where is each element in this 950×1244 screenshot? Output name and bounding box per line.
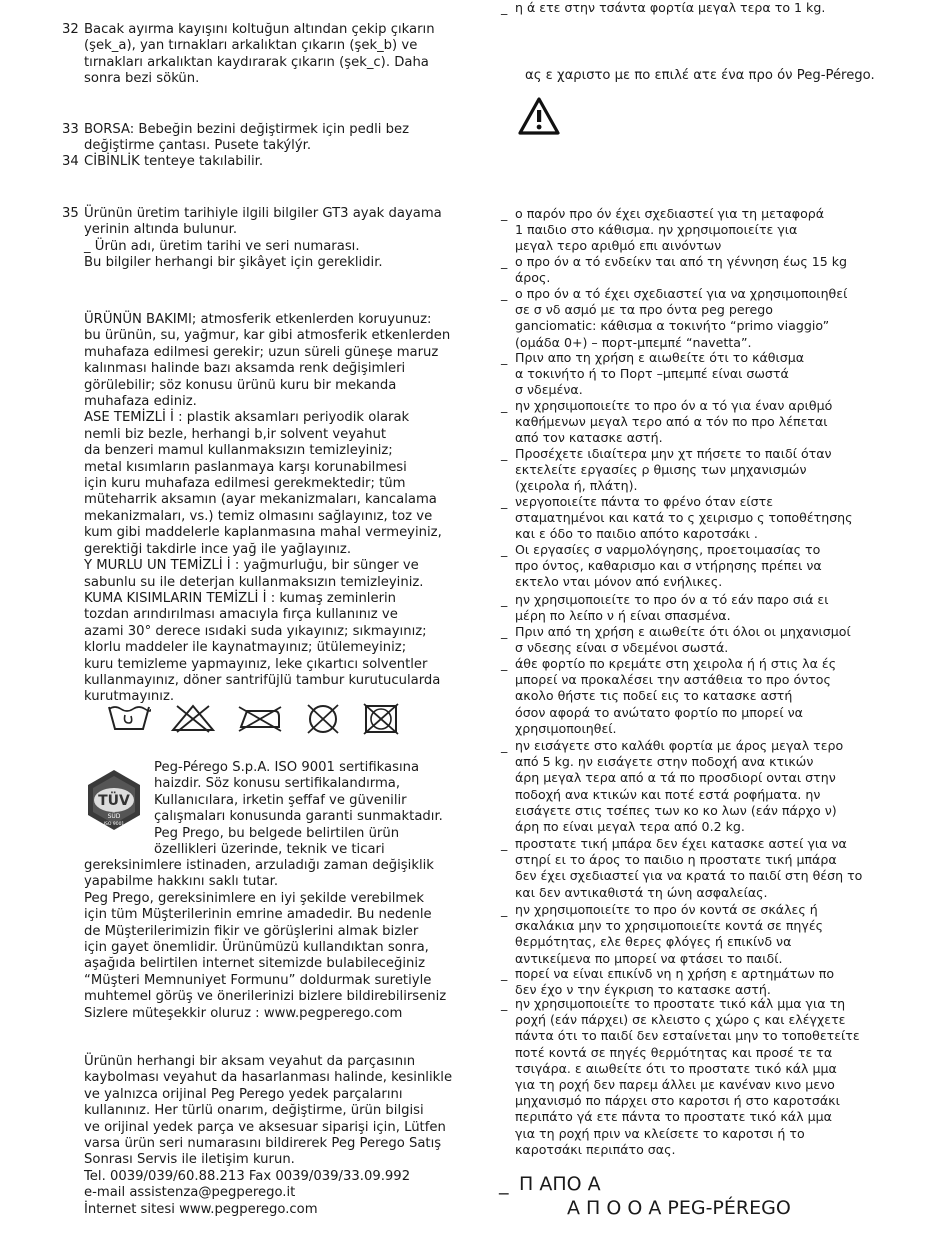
text-line: özellikleri üzerinde, teknik ve ticari [154, 842, 385, 858]
bullet-dash: _ [501, 206, 508, 221]
text-line: δεν έχει σχεδιαστεί για να κρατά το παιδί στη θέση το [515, 868, 863, 884]
item-33 [62, 122, 462, 155]
text-line: e-mail assistenza@pegperego.it [84, 1185, 296, 1201]
text-line: “Müşteri Memnuniyet Formunu” doldurmak suretiyle [84, 972, 432, 988]
text-line: προ όντος, καθαρισμο και σ ντήρησης πρέπει να [515, 558, 822, 574]
text-line: ve yalnızca orijinal Peg Perego yedek parçalarını [84, 1086, 403, 1102]
warning-item [501, 494, 895, 543]
text-line: καθήμενων μεγαλ τερο από α τόν πο προ λέπεται [515, 414, 828, 430]
text-line: muhafaza ediniz. [84, 394, 197, 410]
item-34 [62, 154, 462, 170]
text-line: müteharrik aksamın (ayar mekanizmaları, kancalama [84, 492, 437, 508]
text-line: δεν έχο ν την έγκριση το κατασκε αστή. [515, 982, 771, 998]
text-line: ην χρησιμοποιείτε το προ όν κοντά σε σκάλες ή [515, 902, 818, 917]
bullet-dash: _ [501, 996, 508, 1011]
text-line: (şek_a), yan tırnakları arkalıktan çıkarın (şek_b) ve [84, 38, 418, 54]
text-line: Προσέχετε ιδιαίτερα μην χτ πήσετε το παιδί όταν [515, 446, 832, 461]
item-text [84, 122, 462, 155]
text-line: Bacak ayırma kayışını koltuğun altından çekip çıkarın [84, 22, 435, 37]
text-line: νεργοποιείτε πάντα το φρένο όταν είστε [515, 494, 774, 509]
text-line: muhtemel görüş ve önerilerinizi bizlere bildirebilirseniz [84, 989, 447, 1005]
text-line: _ Ürün adı, üretim tarihi ve seri numarası. [84, 238, 360, 254]
bullet-dash: _ [501, 738, 508, 753]
text-line: η ά ετε στην τσάντα φορτία μεγαλ τερα το 1 kg. [515, 0, 826, 15]
text-line: Ürünün herhangi bir aksam veyahut da parçasının [84, 1054, 416, 1069]
bullet-dash: _ [501, 592, 508, 607]
text-line: πορεί να είναι επικίνδ νη η χρήση ε αρτημάτων πο [515, 966, 835, 981]
text-line: ο προ όν α τό ενδείκν ται από τη γέννηση έως 15 kg [515, 254, 848, 269]
tuv-logo-iso: ISO 9001 [103, 822, 125, 827]
text-line: α τοκινήτο ή το Πορτ –μπεμπέ είναι σωστά [515, 366, 789, 382]
warning-item [501, 902, 895, 967]
text-line: αντικείμενα πο μπορεί να φτάσει το παιδί. [515, 950, 783, 966]
text-line: μπορεί να προκαλέσει την αστάθεια το προ όντος [515, 672, 831, 688]
tuv-logo-sub: SÜD [107, 813, 121, 820]
text-line: Οι εργασίες σ ναρμολόγησης, προετοιμασίας το [515, 542, 821, 557]
text-line: Πριν από τη χρήση ε αιωθείτε ότι όλοι οι μηχανισμοί [515, 624, 851, 639]
text-line: και ε όδο το παιδιο απότο καροτσάκι . [515, 526, 758, 542]
no-bleach-icon [169, 703, 217, 733]
text-line: Peg Prego, bu belgede belirtilen ürün [154, 825, 400, 841]
text-line: kuru temizleme yapmayınız, leke çıkartıcı solventler [84, 656, 428, 672]
text-line: πάντα ότι το παιδί δεν εσταίνεται μην το τοποθετείτε [515, 1028, 860, 1044]
item-text [84, 22, 462, 88]
item-number: 33 [62, 122, 79, 137]
warning-item [501, 738, 895, 835]
bullet-dash: _ [501, 966, 508, 981]
bullet-dash: _ [501, 286, 508, 301]
text-line: μεγαλ τερο αριθμό επι αινόντων [515, 238, 722, 254]
iso-certification-text [154, 760, 474, 858]
text-line: klorlu maddeler ile kaynatmayınız; ütülemeyiniz; [84, 640, 407, 656]
text-line: için gayet önemlidir. Ürünümüzü kullandıktan sonra, [84, 940, 429, 956]
no-dry-clean-icon [303, 703, 343, 735]
text-line: θερμότητας, ελε θερες φλόγες ή επικίνδ να [515, 934, 792, 950]
text-line: (ομάδα 0+) – πορτ-μπεμπέ “navetta”. [515, 334, 752, 350]
text-line: CİBİNLİK tenteye takılabilir. [84, 154, 264, 169]
text-line: (χειρολα ή, πλάτη). [515, 478, 638, 494]
text-line: ροχή (εάν πάρχει) σε κλειστο ς χώρο ς και ελέγχετε [515, 1012, 846, 1028]
warning-item [501, 996, 895, 1158]
warning-item [501, 966, 895, 998]
warning-item [501, 206, 895, 255]
item-number: 34 [62, 154, 79, 169]
warning-item [501, 0, 895, 16]
text-line: χρησιμοποιηθεί. [515, 720, 617, 736]
text-line: Ürünün üretim tarihiyle ilgili bilgiler GT3 ayak dayama [84, 206, 442, 221]
tuv-iso-logo [82, 768, 146, 836]
text-line: gerektiği takdirle ince yağ ile yağlayınız. [84, 541, 352, 557]
item-32 [62, 22, 462, 88]
footer-heading-2: Α Π Ο Ο Α PEG-PÉREGO [567, 1197, 791, 1219]
text-line: Peg Prego, gereksinimlere en iyi şekilde verebilmek [84, 890, 425, 906]
text-line: varsa ürün seri numarasını bildirerek Peg Perego Satış [84, 1136, 442, 1152]
text-line: kum gibi maddelerle kaplanmasına mahal vermeyiniz, [84, 525, 442, 541]
tuv-logo-text: TÜV [98, 793, 130, 809]
text-line: ακολο θήστε τις ποδεί εις το κατασκε αστή [515, 688, 793, 704]
text-line: ην χρησιμοποιείτε το προ όν α τό για έναν αριθμό [515, 398, 833, 413]
text-line: τσιγάρα. ε αιωθείτε ότι το προστατε τικό κάλ μμα [515, 1060, 837, 1076]
text-line: gereksinimlere istinaden, arzuladığı zaman değişiklik [84, 858, 434, 873]
text-line: tozdan arındırılması amacıyla fırça kullanınız ve [84, 607, 398, 623]
bullet-dash: _ [501, 398, 508, 413]
text-line: metal kısımların paslanmaya karşı korunabilmesi [84, 459, 407, 475]
no-tumble-dry-icon [361, 703, 401, 735]
warning-item [501, 624, 895, 656]
text-line: değiştirme çantası. Pusete takýlýr. [84, 138, 312, 154]
bullet-dash: _ [501, 624, 508, 639]
text-line: kalınması halinde bazı aksamda renk değişimleri [84, 361, 406, 377]
bullet-dash: _ [501, 902, 508, 917]
text-line: σε σ νδ ασμό με τα προ όντα peg perego [515, 302, 773, 318]
text-line: ποδοχή ανα κτικών και ποτέ εστά ροφήματα. ην [515, 786, 821, 802]
warning-item [501, 592, 895, 624]
text-line: tırnakları arkalıktan kaydırarak çıkarın (şek_c). Daha [84, 54, 429, 70]
no-iron-icon [235, 703, 285, 733]
text-line: Πριν απο τη χρήση ε αιωθείτε ότι το κάθισμα [515, 350, 805, 365]
text-line: για τη ροχή δεν παρεμ άλλει με κανέναν κινο μενο [515, 1077, 835, 1093]
text-line: μέρη πο λείπο ν ή είναι σπασμένα. [515, 608, 731, 624]
text-line: ASE TEMİZLİ İ : plastik aksamları periyodik olarak [84, 410, 410, 426]
text-line: azami 30° derece ısıdaki suda yıkayınız; sıkmayınız; [84, 623, 427, 639]
text-line: Sonrası Servis ile iletişim kurun. [84, 1152, 295, 1168]
bullet-dash: _ [501, 0, 508, 15]
bullet-dash: _ [501, 656, 508, 671]
text-line: Sizlere müteşekkir oluruz : www.pegperego.com [84, 1005, 403, 1021]
text-line: ην εισάγετε στο καλάθι φορτία με άρος μεγαλ τερο [515, 738, 844, 753]
text-line: άρη πο είναι μεγαλ τερα από 0.2 kg. [515, 819, 745, 835]
text-line: çalışmaları konusunda garanti sunmaktadır. [154, 809, 443, 825]
text-line: σ νδεμένα. [515, 382, 583, 398]
text-line: yerinin altında bulunur. [84, 222, 238, 238]
after-sales-service-text [84, 1054, 464, 1218]
text-line: ο προ όν α τό έχει σχεδιαστεί για να χρησιμοποιηθεί [515, 286, 848, 301]
item-number: 32 [62, 22, 79, 37]
text-line: σ νδεσης είναι σ νδεμένοι σωστά. [515, 640, 729, 656]
text-line: yapabilme hakkını saklı tutar. [84, 874, 279, 890]
text-line: εκτελο νται μόνον από ενήλικες. [515, 574, 723, 590]
text-line: için tüm Müşterilerinin emrine amadedir. Bu nedenle [84, 907, 432, 923]
text-line: ÜRÜNÜN BAKIMI; atmosferik etkenlerden koruyunuz: [84, 312, 432, 327]
warning-item [501, 398, 895, 447]
text-line: ποτέ κοντά σε πηγές θερμότητας και προσέ τε τα [515, 1044, 833, 1060]
text-line: bu ürünün, su, yağmur, kar gibi atmosferik etkenlerden [84, 328, 451, 344]
text-line: όσον αφορά το ανώτατο φορτίο πο μπορεί να [515, 704, 803, 720]
care-instructions [84, 312, 464, 706]
bullet-dash: _ [501, 836, 508, 851]
text-line: kullanınız. Her türlü onarım, değiştirme, ürün bilgisi [84, 1103, 424, 1119]
text-line: kullanmayınız, döner santrifüjlü tambur kurutucularda [84, 672, 441, 688]
text-line: και δεν αντικαθιστά τη ώνη ασφαλείας. [515, 884, 768, 900]
item-35 [62, 206, 462, 272]
text-line: kaybolması veyahut da hasarlanması halinde, kesinlikle [84, 1070, 453, 1086]
item-number: 35 [62, 206, 79, 221]
text-line: Tel. 0039/039/60.88.213 Fax 0039/039/33.09.992 [84, 1168, 411, 1184]
text-line: σταματημένοι και κατά το ς χειρισμο ς τοποθέτησης [515, 510, 853, 526]
text-line: Kullanıcılara, irketin şeffaf ve güvenilir [154, 792, 407, 808]
text-line: aşağıda belirtilen internet sitemizde bulabileceğiniz [84, 956, 425, 972]
bullet-dash: _ [501, 254, 508, 269]
text-line: καροτσάκι περιπάτο σας. [515, 1141, 676, 1157]
text-line: da benzeri mamul kullanmaksızın temizleyiniz; [84, 443, 393, 459]
text-line: περιπάτο γά ετε πάντα το προστατε τικό κάλ μμα [515, 1109, 832, 1125]
text-line: ve orijinal yedek parça ve aksesuar siparişi için, Lütfen [84, 1119, 446, 1135]
text-line: sabunlu su ile deterjan kullanmaksızın temizleyiniz. [84, 574, 424, 590]
text-line: Y MURLU UN TEMİZLİ İ : yağmurluğu, bir sünger ve [84, 558, 419, 574]
text-line: için kuru muhafaza edilmesi gerekmektedir; tüm [84, 476, 406, 492]
text-line: haizdir. Söz konusu sertifikalandırma, [154, 776, 401, 792]
warning-item [501, 836, 895, 901]
text-line: στηρί ει το άρος το παιδιο η προστατε τική μπάρα [515, 852, 837, 868]
text-line: görülebilir; söz konusu ürünü kuru bir mekanda [84, 377, 397, 393]
text-line: kurutmayınız. [84, 689, 175, 705]
text-line: KUMA KISIMLARIN TEMİZLİ İ : kumaş zeminlerin [84, 590, 397, 606]
text-line: εισάγετε στις τσέπες των κο κο λων (εάν πάρχο ν) [515, 802, 837, 818]
footer-dash: _ [499, 1173, 509, 1195]
text-line: μηχανισμό πο πάρχει στο καροτσι ή στο καροτσάκι [515, 1093, 840, 1109]
text-line: από τον κατασκε αστή. [515, 430, 663, 446]
customer-feedback-text [84, 858, 464, 1022]
text-line: 1 παιδιο στο κάθισμα. ην χρησιμοποιείτε για [515, 222, 798, 238]
thank-you-line: ας ε χαριστο με πο επιλέ ατε ένα προ όν Peg-Pérego. [525, 68, 875, 83]
text-line: Peg-Pérego S.p.A. ISO 9001 sertifikasına [154, 760, 420, 775]
bullet-dash: _ [501, 350, 508, 365]
text-line: ην χρησιμοποιείτε το προ όν α τό εάν παρο σιά ει [515, 592, 829, 607]
wash-30-icon [107, 703, 151, 733]
text-line: ganciomatic: κάθισμα α τοκινήτο “primo viaggio” [515, 318, 830, 334]
text-line: İnternet sitesi www.pegperego.com [84, 1201, 318, 1217]
bullet-dash: _ [501, 446, 508, 461]
text-line: de Müşterilerimizin fikir ve görüşlerini almak bizler [84, 923, 419, 939]
warning-item [501, 254, 895, 286]
text-line: άρος. [515, 270, 551, 286]
text-line: Bu bilgiler herhangi bir şikâyet için gereklidir. [84, 255, 383, 271]
bullet-dash: _ [501, 494, 508, 509]
text-line: ο παρόν προ όν έχει σχεδιαστεί για τη μεταφορά [515, 206, 825, 221]
care-symbols [107, 703, 401, 735]
bullet-dash: _ [501, 542, 508, 557]
warning-item [501, 350, 895, 399]
text-line: από 5 kg. ην εισάγετε στην ποδοχή ανα κτικών [515, 754, 814, 770]
warning-triangle-icon [517, 96, 561, 136]
text-line: προστατε τική μπάρα δεν έχει κατασκε αστεί για να [515, 836, 847, 851]
item-text [84, 154, 462, 170]
text-line: muhafaza edilmesi gerekir; uzun süreli güneşe maruz [84, 344, 439, 360]
warning-item [501, 446, 895, 495]
warning-item [501, 542, 895, 591]
warning-item [501, 656, 895, 737]
text-line: BORSA: Bebeğin bezini değiştirmek için pedli bez [84, 122, 410, 137]
text-line: σκαλάκια μην το χρησιμοποιείτε κοντά σε πηγές [515, 918, 824, 934]
text-line: nemli biz bezle, herhangi b,ir solvent veyahut [84, 426, 387, 442]
text-line: άθε φορτίο πο κρεμάτε στη χειρολα ή ή στις λα ές [515, 656, 837, 671]
text-line: εκτελείτε εργασίες ρ θμισης των μηχανισμών [515, 462, 807, 478]
text-line: mekanizmaları, vs.) temiz olmasını sağlayınız, toz ve [84, 508, 433, 524]
text-line: sonra bezi sökün. [84, 71, 200, 87]
text-line: ην χρησιμοποιείτε το προστατε τικό κάλ μμα για τη [515, 996, 846, 1011]
text-line: άρη μεγαλ τερα από α τά πο προσδιορί ονται στην [515, 770, 836, 786]
text-line: για τη ροχή πριν να κλείσετε το καροτσι ή το [515, 1125, 805, 1141]
warning-item [501, 286, 895, 351]
footer-heading-1: Π ΑΠΟ Α [519, 1173, 601, 1195]
item-text [84, 206, 462, 272]
